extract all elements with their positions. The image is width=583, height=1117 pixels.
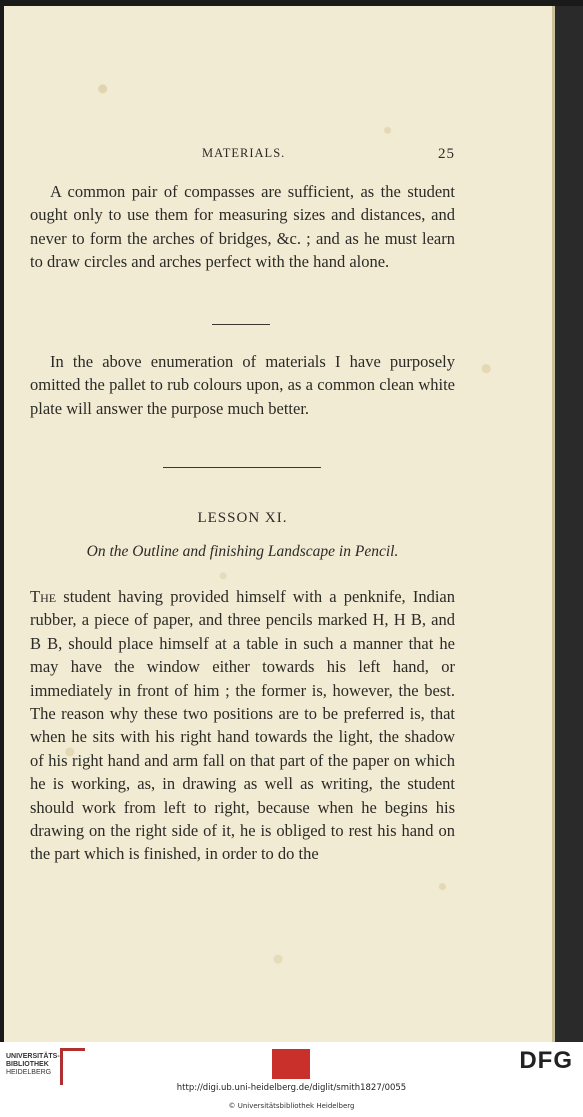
lesson-body: [30, 585, 455, 866]
lesson-heading: LESSON XI.: [197, 510, 288, 526]
paragraph-text: In the above enumeration of materials I have purposely omitted the pallet to rub colours upon, as a common clean white plate will answer the purpose much better.: [30, 352, 455, 418]
university-seal-icon: [272, 1049, 310, 1079]
library-name-line2: BIBLIOTHEK: [6, 1061, 49, 1068]
page-number: 25: [438, 146, 455, 162]
lead-word: The: [30, 587, 57, 606]
running-title: MATERIALS.: [202, 146, 286, 160]
dfg-logo[interactable]: DFG: [519, 1047, 573, 1074]
library-mark-icon: [60, 1048, 85, 1085]
section-divider-short: [212, 324, 270, 325]
library-name-line1: UNIVERSITÄTS-: [6, 1053, 60, 1060]
section-divider-long: [163, 467, 321, 468]
lesson-subtitle: On the Outline and finishing Landscape in Pencil.: [86, 543, 399, 560]
paragraph-compasses: [30, 180, 455, 274]
permalink[interactable]: http://digi.ub.uni-heidelberg.de/diglit/smith1827/0055: [176, 1083, 407, 1093]
library-name-line3: HEIDELBERG: [6, 1069, 52, 1076]
copyright-notice: © Universitätsbibliothek Heidelberg: [228, 1102, 355, 1110]
paragraph-pallet: [30, 350, 455, 420]
paragraph-text: A common pair of compasses are sufficient, as the student ought only to use them for measuring sizes and distances, and never to form the arches of bridges, &c. ; and as he must learn to draw circles and arches perfect with the hand alone.: [30, 182, 455, 272]
page-edge: [552, 6, 583, 1042]
body-text: student having provided himself with a penknife, Indian rubber, a piece of paper, and three pencils marked H, H B, and B B, should place himself at a table in such a manner that he may have the window either towards his left hand, or immediately in front of him ; the former is, however, the best. The reason why these two positions are to be preferred is, that when he sits with his right hand towards the light, the shadow of his right hand and arm fall on that part of the paper on which he is working, as, in drawing as well as writing, the student should work from left to right, because when he begins his drawing on the right side of it, he is obliged to rest his hand on the part which is finished, in order to do the: [30, 587, 455, 864]
lesson-body-text: [30, 585, 455, 866]
